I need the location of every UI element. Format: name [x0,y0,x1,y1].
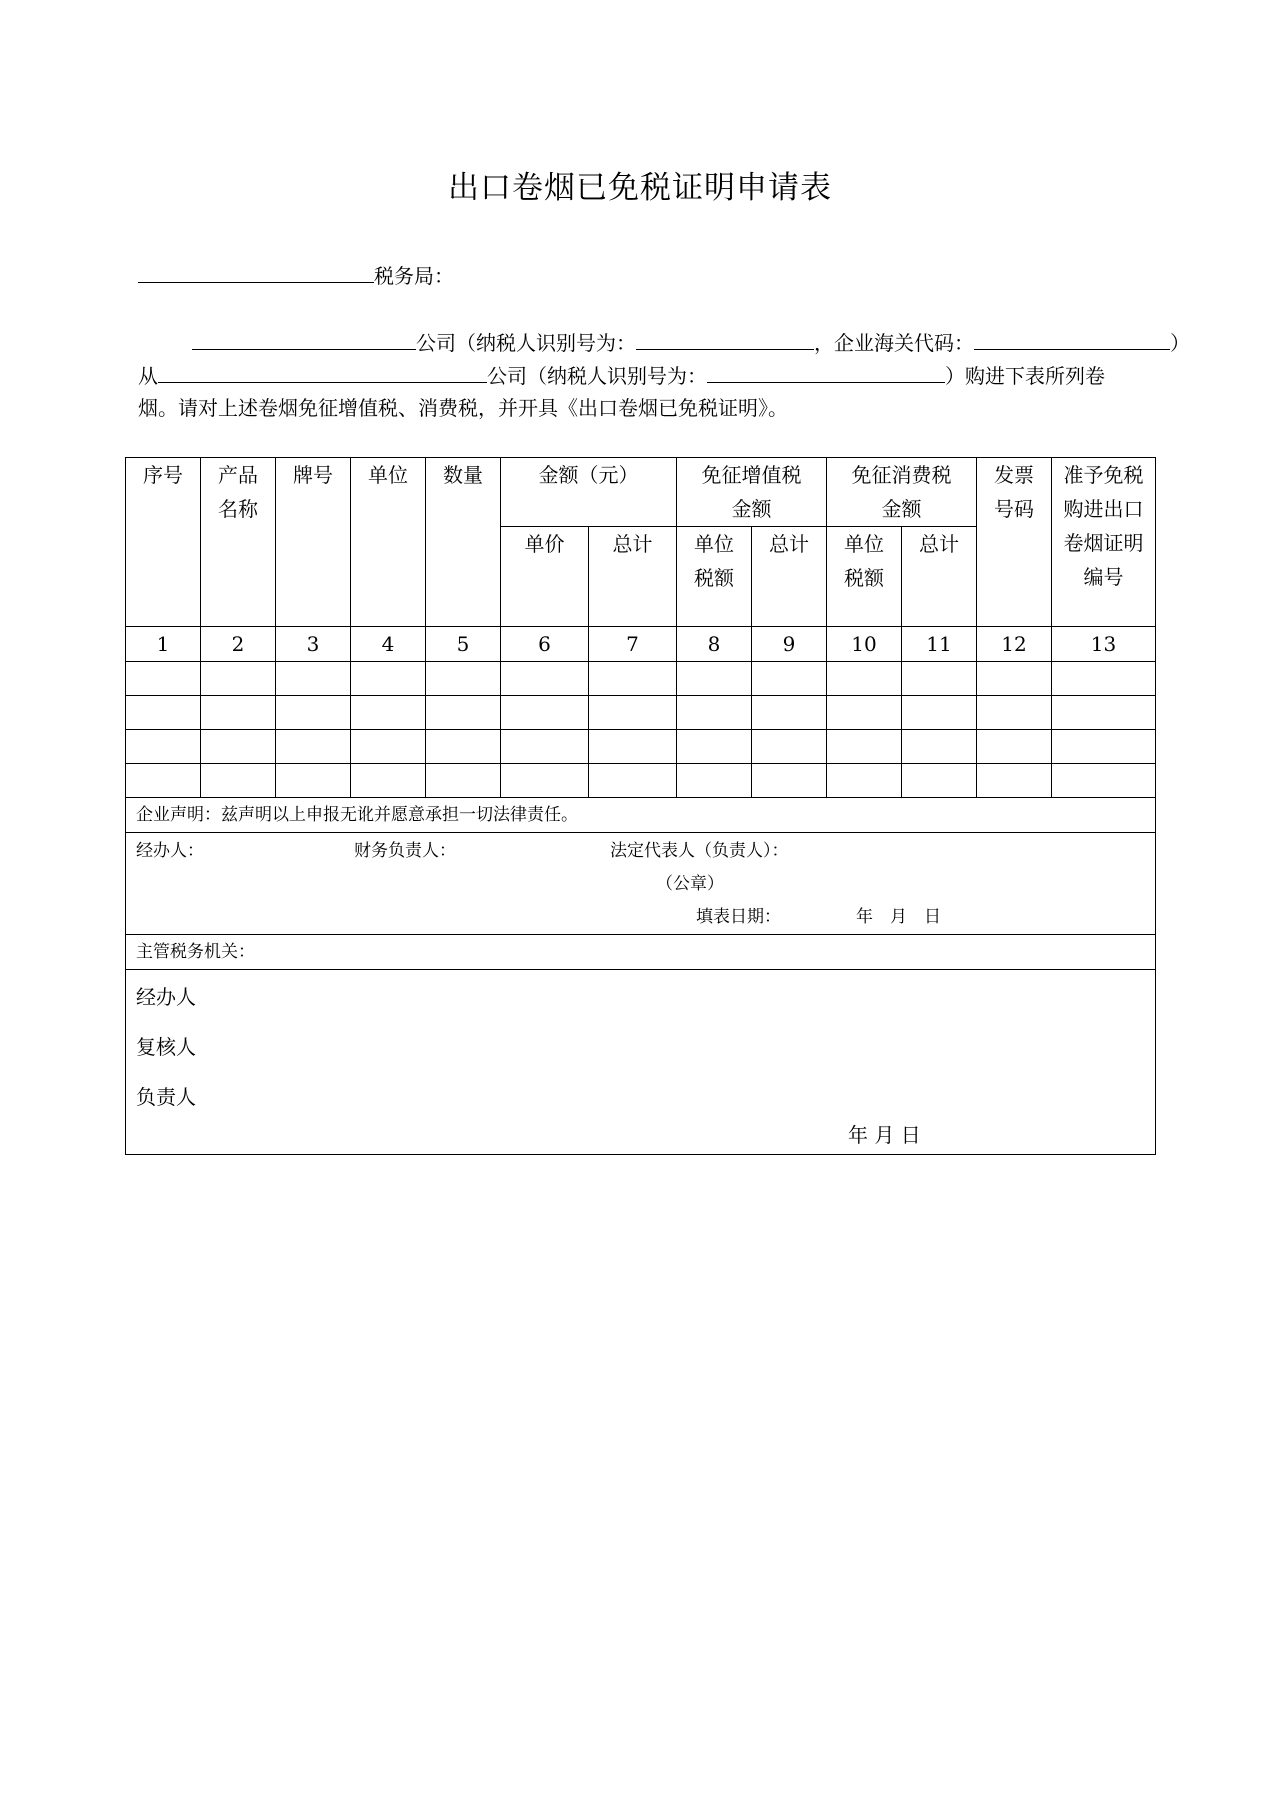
table-cell[interactable] [1052,696,1156,730]
table-cell[interactable] [977,764,1052,798]
finance-head-label: 财务负责人： [354,841,456,861]
table-row [126,696,1156,730]
column-number: 12 [977,627,1052,662]
table-cell[interactable] [501,730,589,764]
header-brand: 牌号 [276,458,351,627]
fill-date-label: 填表日期： [696,907,781,927]
table-cell[interactable] [827,730,902,764]
table-cell[interactable] [752,662,827,696]
table-cell[interactable] [201,696,276,730]
column-number: 5 [426,627,501,662]
intro-line-2 [138,362,1105,389]
column-number: 4 [351,627,426,662]
tax-reviewer-label: 复核人 [136,1035,196,1059]
table-cell[interactable] [752,764,827,798]
intro-line-1 [192,329,1190,356]
table-cell[interactable] [1052,764,1156,798]
tax-responsible-label: 负责人 [136,1085,196,1109]
table-cell[interactable] [902,662,977,696]
table-row [126,662,1156,696]
addressee-line [138,262,454,289]
table-cell[interactable] [977,696,1052,730]
table-cell[interactable] [1052,730,1156,764]
header-quantity: 数量 [426,458,501,627]
table-cell[interactable] [351,730,426,764]
header-vat-exempt: 免征增值税金额 [677,458,827,527]
table-cell[interactable] [351,696,426,730]
table-cell[interactable] [902,730,977,764]
table-cell[interactable] [426,730,501,764]
header-vat-total: 总计 [752,527,827,627]
column-number: 13 [1052,627,1156,662]
table-cell[interactable] [126,730,201,764]
table-cell[interactable] [677,696,752,730]
legal-rep-label: 法定代表人（负责人）： [610,841,789,861]
header-consumption-unit-tax: 单位税额 [827,527,902,627]
table-cell[interactable] [276,730,351,764]
header-invoice-no: 发票号码 [977,458,1052,627]
table-cell[interactable] [201,662,276,696]
header-unit-price: 单价 [501,527,589,627]
table-cell[interactable] [589,696,677,730]
supplier-company-blank[interactable] [158,362,487,383]
signature-block [126,833,1156,935]
column-number: 8 [677,627,752,662]
column-number: 2 [201,627,276,662]
table-cell[interactable] [426,696,501,730]
table-cell[interactable] [426,764,501,798]
table-cell[interactable] [501,696,589,730]
table-cell[interactable] [827,696,902,730]
table-cell[interactable] [126,662,201,696]
header-total: 总计 [589,527,677,627]
table-cell[interactable] [351,764,426,798]
table-cell[interactable] [276,764,351,798]
supplier-taxid-blank[interactable] [707,362,945,383]
tax-handler-label: 经办人 [136,985,196,1009]
tax-date-ymd: 年 月 日 [848,1123,921,1147]
table-cell[interactable] [126,764,201,798]
table-cell[interactable] [589,662,677,696]
intro-line-3: 烟。请对上述卷烟免征增值税、消费税，并开具《出口卷烟已免税证明》。 [138,396,788,420]
fill-date-ymd: 年 月 日 [856,907,941,927]
enterprise-declaration: 企业声明：兹声明以上申报无讹并愿意承担一切法律责任。 [126,798,1156,833]
column-number: 10 [827,627,902,662]
header-product-name: 产品名称 [201,458,276,627]
table-cell[interactable] [1052,662,1156,696]
table-cell[interactable] [827,662,902,696]
column-number: 7 [589,627,677,662]
table-cell[interactable] [351,662,426,696]
table-row [126,764,1156,798]
tax-bureau-blank[interactable] [138,262,374,283]
table-cell[interactable] [977,662,1052,696]
table-cell[interactable] [126,696,201,730]
official-seal-label: （公章） [656,874,724,894]
form-title: 出口卷烟已免税证明申请表 [448,170,832,206]
table-cell[interactable] [752,730,827,764]
company-taxid-label: 公司（纳税人识别号为： [416,331,636,355]
tax-authority-header: 主管税务机关： [126,935,1156,970]
table-cell[interactable] [677,730,752,764]
header-consumption-total: 总计 [902,527,977,627]
purchase-text: ）购进下表所列卷 [945,364,1105,388]
from-label: 从 [138,364,158,388]
header-seq: 序号 [126,458,201,627]
supplier-taxid-label: 公司（纳税人识别号为： [487,364,707,388]
goods-table [125,457,1156,1155]
seller-company-blank[interactable] [192,329,416,350]
column-number-row [126,627,1156,662]
table-cell[interactable] [426,662,501,696]
table-cell[interactable] [827,764,902,798]
table-cell[interactable] [677,764,752,798]
customs-code-label: ，企业海关代码： [814,331,974,355]
tax-authority-block [126,970,1156,1155]
header-vat-unit-tax: 单位税额 [677,527,752,627]
table-cell[interactable] [902,696,977,730]
header-cert-no: 准予免税购进出口卷烟证明编号 [1052,458,1156,627]
column-number: 6 [501,627,589,662]
customs-code-blank[interactable] [974,329,1170,350]
table-cell[interactable] [201,764,276,798]
column-number: 11 [902,627,977,662]
table-cell[interactable] [752,696,827,730]
table-cell[interactable] [589,730,677,764]
header-consumption-exempt: 免征消费税金额 [827,458,977,527]
table-cell[interactable] [977,730,1052,764]
table-cell[interactable] [677,662,752,696]
handler-label: 经办人： [136,841,204,861]
table-cell[interactable] [276,696,351,730]
close-paren: ） [1170,331,1190,355]
table-cell[interactable] [201,730,276,764]
table-cell[interactable] [902,764,977,798]
table-cell[interactable] [501,764,589,798]
column-number: 9 [752,627,827,662]
header-unit: 单位 [351,458,426,627]
table-cell[interactable] [501,662,589,696]
table-row [126,730,1156,764]
tax-bureau-suffix: 税务局： [374,264,454,288]
table-cell[interactable] [276,662,351,696]
column-number: 1 [126,627,201,662]
header-amount: 金额（元） [501,458,677,527]
table-cell[interactable] [589,764,677,798]
column-number: 3 [276,627,351,662]
seller-taxid-blank[interactable] [636,329,814,350]
